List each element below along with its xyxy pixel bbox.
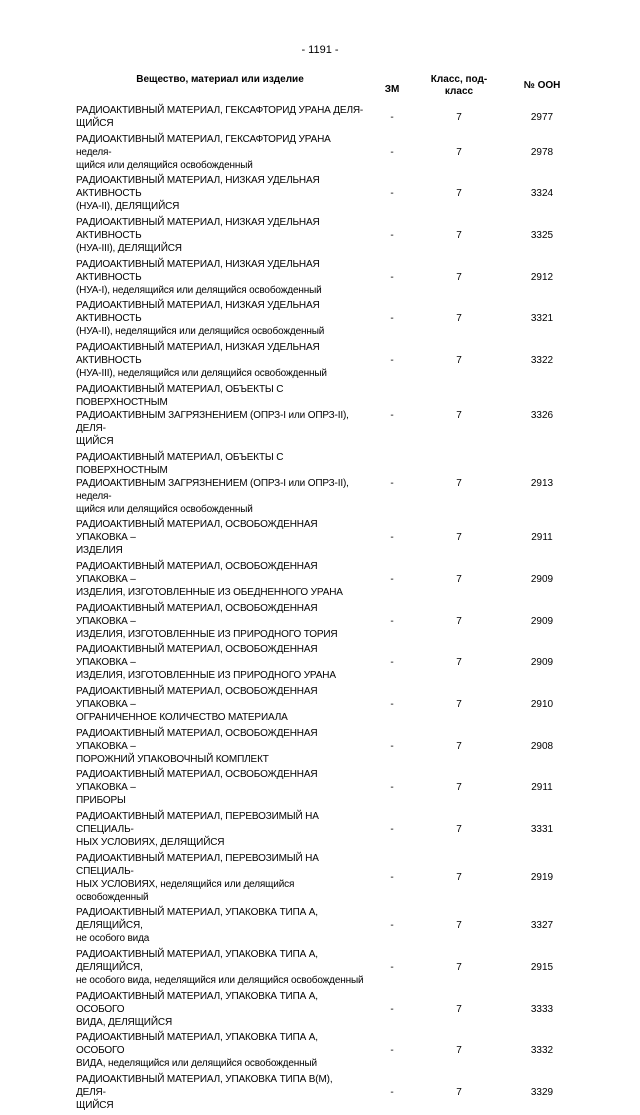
class-cell: 7 (456, 1003, 462, 1015)
zm-cell: - (390, 111, 394, 123)
substance-name-cell (76, 174, 364, 216)
substance-name-text: РАДИОАКТИВНЫЙ МАТЕРИАЛ, ОБЪЕКТЫ С ПОВЕРХНОСТНЫМ РАДИОАКТИВНЫМ ЗАГРЯЗНЕНИЕМ (ОПРЗ-I или ОПРЗ-II), неделя- щийся или делящийся освобожденный (76, 451, 349, 515)
substance-name-text: РАДИОАКТИВНЫЙ МАТЕРИАЛ, ГЕКСАФТОРИД УРАНА неделя- щийся или делящийся освобожденный (76, 133, 331, 171)
substance-name-cell (76, 906, 364, 948)
zm-cell: - (390, 355, 394, 367)
zm-cell: - (390, 573, 394, 585)
un-number-cell: 2911 (531, 532, 553, 544)
class-cell: 7 (456, 615, 462, 627)
substance-name-text: РАДИОАКТИВНЫЙ МАТЕРИАЛ, УПАКОВКА ТИПА А, ДЕЛЯЩИЙСЯ, не особого вида, неделящийся или делящийся освобожденный (76, 949, 364, 987)
zm-cell: - (390, 920, 394, 932)
substance-name-text: РАДИОАКТИВНЫЙ МАТЕРИАЛ, УПАКОВКА ТИПА В(М), ДЕЛЯ- ЩИЙСЯ (76, 1074, 333, 1112)
zm-cell: - (390, 1003, 394, 1015)
class-cell: 7 (456, 111, 462, 123)
class-cell: 7 (456, 271, 462, 283)
substance-name-cell (76, 216, 364, 258)
substance-name-text: РАДИОАКТИВНЫЙ МАТЕРИАЛ, УПАКОВКА ТИПА А, ОСОБОГО ВИДА, неделящийся или делящийся освобожденный (76, 1032, 318, 1070)
substance-name-text: РАДИОАКТИВНЫЙ МАТЕРИАЛ, НИЗКАЯ УДЕЛЬНАЯ АКТИВНОСТЬ (НУА-III), ДЕЛЯЩИЙСЯ (76, 217, 320, 255)
class-cell: 7 (456, 740, 462, 752)
header-substance: Вещество, материал или изделие (136, 74, 304, 85)
class-cell: 7 (456, 782, 462, 794)
un-number-cell: 3327 (530, 920, 554, 932)
class-cell: 7 (456, 872, 462, 884)
zm-cell: - (390, 1087, 394, 1099)
un-number-cell: 2977 (530, 111, 554, 123)
zm-cell: - (390, 409, 394, 421)
un-number-cell: 2909 (530, 573, 554, 585)
substance-name-cell (76, 727, 364, 769)
un-number-cell: 2910 (530, 698, 554, 710)
table-body (76, 104, 586, 1115)
zm-cell: - (390, 477, 394, 489)
class-cell: 7 (456, 355, 462, 367)
un-number-cell: 3333 (530, 1003, 554, 1015)
substance-name-text: РАДИОАКТИВНЫЙ МАТЕРИАЛ, ОСВОБОЖДЕННАЯ УПАКОВКА – ОГРАНИЧЕННОЕ КОЛИЧЕСТВО МАТЕРИАЛА (76, 685, 318, 723)
table-row (76, 104, 586, 133)
substance-name-text: РАДИОАКТИВНЫЙ МАТЕРИАЛ, ПЕРЕВОЗИМЫЙ НА СПЕЦИАЛЬ- НЫХ УСЛОВИЯХ, неделящийся или делящийся освобожденный (76, 852, 319, 903)
table-row (76, 768, 586, 810)
substance-name-text: РАДИОАКТИВНЫЙ МАТЕРИАЛ, ОСВОБОЖДЕННАЯ УПАКОВКА – ИЗДЕЛИЯ, ИЗГОТОВЛЕННЫЕ ИЗ ОБЕДНЕННОГО УРАНА (76, 560, 343, 598)
zm-cell: - (390, 872, 394, 884)
substance-name-cell (76, 810, 364, 852)
table-header-row (76, 74, 586, 104)
substance-name-cell (76, 1031, 364, 1073)
zm-cell: - (390, 188, 394, 200)
un-number-cell: 2912 (530, 271, 554, 283)
table-row (76, 948, 586, 990)
table-row (76, 216, 586, 258)
table-row (76, 727, 586, 769)
class-cell: 7 (456, 532, 462, 544)
substance-name-cell (76, 104, 364, 133)
table-row (76, 341, 586, 383)
class-cell: 7 (456, 1045, 462, 1057)
class-cell: 7 (456, 230, 462, 242)
un-number-cell: 3325 (530, 230, 554, 242)
substance-name-cell (76, 685, 364, 727)
table-row (76, 602, 586, 644)
table-row (76, 258, 586, 300)
zm-cell: - (390, 657, 394, 669)
substance-name-cell (76, 341, 364, 383)
substance-name-text: РАДИОАКТИВНЫЙ МАТЕРИАЛ, ОСВОБОЖДЕННАЯ УПАКОВКА – ПОРОЖНИЙ УПАКОВОЧНЫЙ КОМПЛЕКТ (76, 727, 318, 765)
zm-cell: - (390, 962, 394, 974)
substance-name-text: РАДИОАКТИВНЫЙ МАТЕРИАЛ, УПАКОВКА ТИПА А, ОСОБОГО ВИДА, ДЕЛЯЩИЙСЯ (76, 990, 318, 1028)
substance-name-cell (76, 451, 364, 519)
class-cell: 7 (456, 698, 462, 710)
table-row (76, 990, 586, 1032)
substance-name-text: РАДИОАКТИВНЫЙ МАТЕРИАЛ, НИЗКАЯ УДЕЛЬНАЯ АКТИВНОСТЬ (НУА-III), неделящийся или делящийся освобожденный (76, 342, 327, 380)
class-cell: 7 (456, 573, 462, 585)
table-row (76, 299, 586, 341)
class-cell: 7 (456, 824, 462, 835)
substance-name-cell (76, 948, 364, 990)
table-row (76, 383, 586, 451)
substance-name-cell (76, 602, 364, 644)
table-row (76, 906, 586, 948)
zm-cell: - (390, 782, 394, 794)
un-number-cell: 2909 (530, 657, 554, 669)
table-row (76, 451, 586, 519)
zm-cell: - (390, 532, 394, 544)
substance-name-cell (76, 383, 364, 451)
class-cell: 7 (456, 1087, 462, 1099)
substance-name-cell (76, 518, 364, 560)
un-number-cell: 2909 (530, 615, 554, 627)
header-un-number: № ООН (523, 80, 561, 91)
substance-name-text: РАДИОАКТИВНЫЙ МАТЕРИАЛ, УПАКОВКА ТИПА А, ДЕЛЯЩИЙСЯ, не особого вида (76, 907, 318, 945)
un-number-cell: 3326 (530, 409, 554, 421)
un-number-cell: 2919 (530, 872, 554, 884)
un-number-cell: 2913 (530, 477, 554, 489)
un-number-cell: 2978 (530, 146, 554, 158)
substance-name-text: РАДИОАКТИВНЫЙ МАТЕРИАЛ, НИЗКАЯ УДЕЛЬНАЯ АКТИВНОСТЬ (НУА-II), неделящийся или делящийся освобожденный (76, 300, 325, 338)
substance-name-cell (76, 299, 364, 341)
zm-cell: - (390, 230, 394, 242)
un-number-cell: 3331 (530, 824, 554, 835)
substances-table (76, 74, 586, 1115)
substance-name-text: РАДИОАКТИВНЫЙ МАТЕРИАЛ, ОСВОБОЖДЕННАЯ УПАКОВКА – ИЗДЕЛИЯ, ИЗГОТОВЛЕННЫЕ ИЗ ПРИРОДНОГО ТОРИЯ (76, 602, 338, 640)
substance-name-text: РАДИОАКТИВНЫЙ МАТЕРИАЛ, ОСВОБОЖДЕННАЯ УПАКОВКА – ИЗДЕЛИЯ (76, 519, 318, 557)
substance-name-cell (76, 258, 364, 300)
un-number-cell: 3324 (530, 188, 554, 200)
table-row (76, 810, 586, 852)
table-row (76, 852, 586, 907)
un-number-cell: 3332 (530, 1045, 554, 1057)
substance-name-text: РАДИОАКТИВНЫЙ МАТЕРИАЛ, ПЕРЕВОЗИМЫЙ НА СПЕЦИАЛЬ- НЫХ УСЛОВИЯХ, ДЕЛЯЩИЙСЯ (76, 811, 319, 848)
table-row (76, 560, 586, 602)
substance-name-text: РАДИОАКТИВНЫЙ МАТЕРИАЛ, ОСВОБОЖДЕННАЯ УПАКОВКА – ПРИБОРЫ (76, 769, 318, 807)
substance-name-text: РАДИОАКТИВНЫЙ МАТЕРИАЛ, НИЗКАЯ УДЕЛЬНАЯ АКТИВНОСТЬ (НУА-II), ДЕЛЯЩИЙСЯ (76, 175, 320, 213)
un-number-cell: 3329 (530, 1087, 554, 1099)
zm-cell: - (390, 313, 394, 325)
substance-name-cell (76, 768, 364, 810)
table-row (76, 1031, 586, 1073)
table-row (76, 518, 586, 560)
table-row (76, 1073, 586, 1115)
class-cell: 7 (456, 313, 462, 325)
table-row (76, 174, 586, 216)
class-cell: 7 (456, 409, 462, 421)
zm-cell: - (390, 824, 394, 835)
class-cell: 7 (456, 920, 462, 932)
table-row (76, 133, 586, 175)
page-number: - 1191 - (301, 44, 339, 56)
zm-cell: - (390, 740, 394, 752)
table-row (76, 643, 586, 685)
un-number-cell: 2911 (531, 782, 553, 794)
zm-cell: - (390, 1045, 394, 1057)
class-cell: 7 (456, 657, 462, 669)
substance-name-cell (76, 560, 364, 602)
class-cell: 7 (456, 962, 462, 974)
class-cell: 7 (456, 146, 462, 158)
zm-cell: - (390, 615, 394, 627)
substance-name-cell (76, 643, 364, 685)
header-class: Класс, под- класс (430, 74, 488, 97)
substance-name-text: РАДИОАКТИВНЫЙ МАТЕРИАЛ, ОБЪЕКТЫ С ПОВЕРХНОСТНЫМ РАДИОАКТИВНЫМ ЗАГРЯЗНЕНИЕМ (ОПРЗ-I или ОПРЗ-II), ДЕЛЯ- ЩИЙСЯ (76, 383, 349, 447)
un-number-cell: 2908 (530, 740, 554, 752)
substance-name-cell (76, 990, 364, 1032)
substance-name-text: РАДИОАКТИВНЫЙ МАТЕРИАЛ, ОСВОБОЖДЕННАЯ УПАКОВКА – ИЗДЕЛИЯ, ИЗГОТОВЛЕННЫЕ ИЗ ПРИРОДНОГО УРАНА (76, 644, 336, 682)
zm-cell: - (390, 698, 394, 710)
table-row (76, 685, 586, 727)
substance-name-cell (76, 852, 364, 907)
un-number-cell: 3322 (530, 355, 554, 367)
zm-cell: - (390, 271, 394, 283)
class-cell: 7 (456, 477, 462, 489)
substance-name-text: РАДИОАКТИВНЫЙ МАТЕРИАЛ, НИЗКАЯ УДЕЛЬНАЯ АКТИВНОСТЬ (НУА-I), неделящийся или делящийся освобожденный (76, 258, 322, 296)
class-cell: 7 (456, 188, 462, 200)
header-zm: ЗМ (384, 84, 400, 95)
substance-name-cell (76, 133, 364, 175)
un-number-cell: 3321 (530, 313, 554, 325)
substance-name-cell (76, 1073, 364, 1115)
substance-name-text: РАДИОАКТИВНЫЙ МАТЕРИАЛ, ГЕКСАФТОРИД УРАНА ДЕЛЯ- ЩИЙСЯ (76, 105, 364, 129)
un-number-cell: 2915 (530, 962, 554, 974)
zm-cell: - (390, 146, 394, 158)
